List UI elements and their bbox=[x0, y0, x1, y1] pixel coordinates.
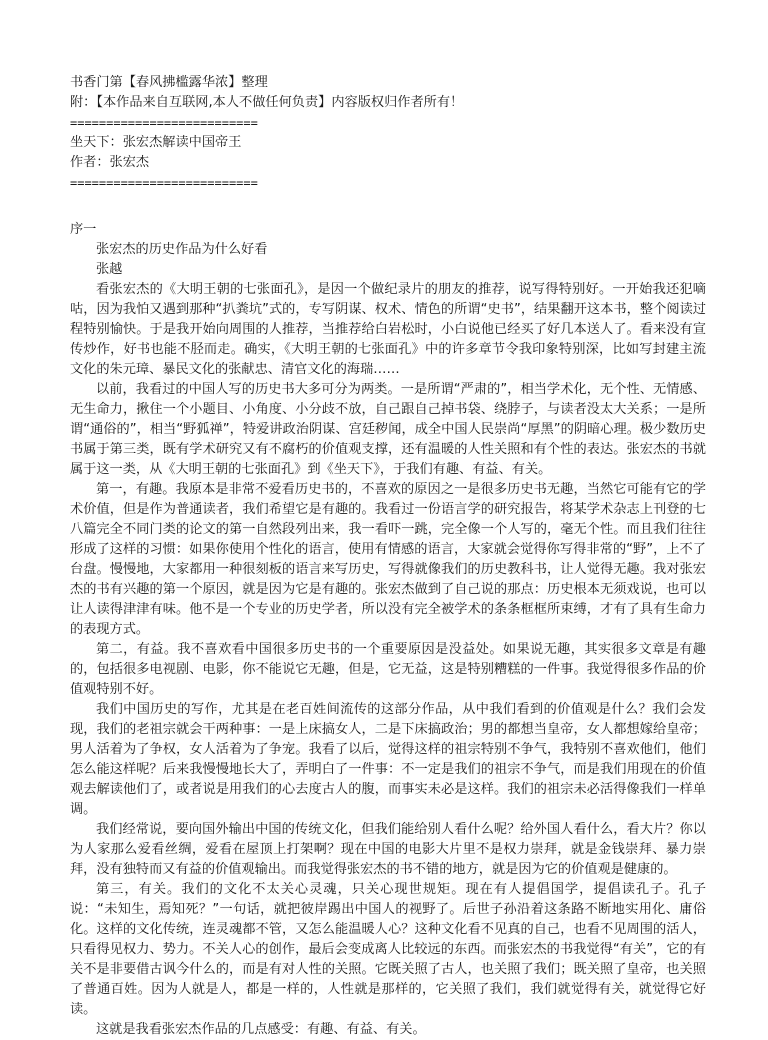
separator-line: ========================== bbox=[70, 176, 258, 190]
book-title: 坐天下：张宏杰解读中国帝王 bbox=[70, 135, 242, 150]
document-header bbox=[70, 73, 710, 193]
source-line: 书香门第【春风拂槛露华浓】整理 bbox=[70, 75, 268, 90]
preface-heading: 序一 bbox=[70, 222, 97, 237]
paragraph: 第二，有益。我不喜欢看中国很多历史书的一个重要原因是没益处。如果说无趣，其实很多文章是有趣的，包括很多电视剧、电影，你不能说它无趣，但是，它无益，这是特别糟糕的一件事。我觉得很多作品的价值观特别不好。 bbox=[70, 642, 706, 697]
preface-subtitle: 张宏杰的历史作品为什么好看 bbox=[96, 242, 268, 257]
paragraph: 看张宏杰的《大明王朝的七张面孔》，是因一个做纪录片的朋友的推荐，说写得特别好。一开始我还犯嘀咕，因为我怕又遇到那种“扒粪坑”式的，专写阴谋、权术、情色的所谓“史书”，结果翻开这本书，整个阅读过程特别愉快。于是我开始向周围的人推荐，当推荐给白岩松时，小白说他已经买了好几本送人了。看来没有宣传炒作，好书也能不胫而走。确实，《大明王朝的七张面孔》中的许多章节令我印象特别深，比如写封建主流文化的朱元璋、暴民文化的张献忠、清官文化的海瑞…… bbox=[70, 282, 706, 377]
paragraph: 我们中国历史的写作，尤其是在老百姓间流传的这部分作品，从中我们看到的价值观是什么？我们会发现，我们的老祖宗就会干两种事：一是上床搞女人，二是下床搞政治；男的都想当皇帝，女人都想嫁给皇帝；男人活着为了争权，女人活着为了争宠。我看了以后，觉得这样的祖宗特别不争气，我特别不喜欢他们，他们怎么能这样呢？后来我慢慢地长大了，弄明白了一件事：不一定是我们的祖宗不争气，而是我们用现在的价值观去解读他们了，或者说是用我们的心去度古人的腹，而事实未必是这样。我们的祖宗未必活得像我们一样单调。 bbox=[70, 702, 706, 817]
paragraph: 第三，有关。我们的文化不太关心灵魂，只关心现世规矩。现在有人提倡国学，提倡读孔子。孔子说：“未知生，焉知死？”一句话，就把彼岸踢出中国人的视野了。后世子孙沿着这条路不断地实用化、庸俗化。这样的文化传统，连灵魂都不管，又怎么能温暖人心？这种文化看不见真的自己，也看不见周围的活人，只看得见权力、势力。不关人心的创作，最后会变成离人比较远的东西。而张宏杰的书我觉得“有关”，它的有关不是非要借古讽今什么的，而是有对人性的关照。它既关照了古人，也关照了我们；既关照了皇帝，也关照了普通百姓。因为人就是人，都是一样的，人性就是那样的，它关照了我们，我们就觉得有关，就觉得它好读。 bbox=[70, 882, 706, 1017]
paragraph: 我们经常说，要向国外输出中国的传统文化，但我们能给别人看什么呢？给外国人看什么，看大片？你以为人家那么爱看丝绸，爱看在屋顶上打架啊？现在中国的电影大片里不是权力崇拜，就是金钱崇拜、暴力崇拜，没有独特而又有益的价值观输出。而我觉得张宏杰的书不错的地方，就是因为它的价值观是健康的。 bbox=[70, 822, 706, 877]
separator-line: ========================== bbox=[70, 116, 258, 130]
paragraph: 这就是我看张宏杰作品的几点感受：有趣、有益、有关。 bbox=[96, 1022, 426, 1037]
paragraph: 以前，我看过的中国人写的历史书大多可分为两类。一是所谓“严肃的”，相当学术化，无个性、无情感、无生命力，揪住一个小题目、小角度、小分歧不放，自己跟自己掉书袋、绕脖子，与读者没太大关系；一是所谓“通俗的”，相当“野狐禅”，特爱讲政治阴谋、宫廷秽闻，成全中国人民崇尚“厚黑”的阴暗心理。极少数历史书属于第三类，既有学术研究又有不腐朽的价值观支撑，还有温暖的人性关照和有个性的表达。张宏杰的书就属于这一类，从《大明王朝的七张面孔》到《坐天下》，于我们有趣、有益、有关。 bbox=[70, 382, 706, 477]
preface-section bbox=[70, 220, 706, 1040]
copyright-notice: 附：【本作品来自互联网,本人不做任何负责】内容版权归作者所有！ bbox=[70, 95, 464, 110]
author-line: 作者：张宏杰 bbox=[70, 155, 150, 170]
paragraph: 第一，有趣。我原本是非常不爱看历史书的，不喜欢的原因之一是很多历史书无趣，当然它可能有它的学术价值，但是作为普通读者，我们希望它是有趣的。我看过一份语言学的研究报告，将某学术杂志上刊登的七八篇完全不同门类的论文的第一自然段列出来，我一看吓一跳，完全像一个人写的，毫无个性。而且我们往往形成了这样的习惯：如果你使用个性化的语言，使用有情感的语言，大家就会觉得你写得非常的“野”，上不了台盘。慢慢地，大家都用一种很刻板的语言来写历史，写得就像我们的历史教科书，让人觉得无趣。我对张宏杰的书有兴趣的第一个原因，就是因为它是有趣的。张宏杰做到了自己说的那点：历史根本无须戏说，也可以让人读得津津有味。他不是一个专业的历史学者，所以没有完全被学术的条条框框所束缚，才有了具有生命力的表现方式。 bbox=[70, 482, 706, 637]
preface-byline: 张越 bbox=[96, 262, 123, 277]
